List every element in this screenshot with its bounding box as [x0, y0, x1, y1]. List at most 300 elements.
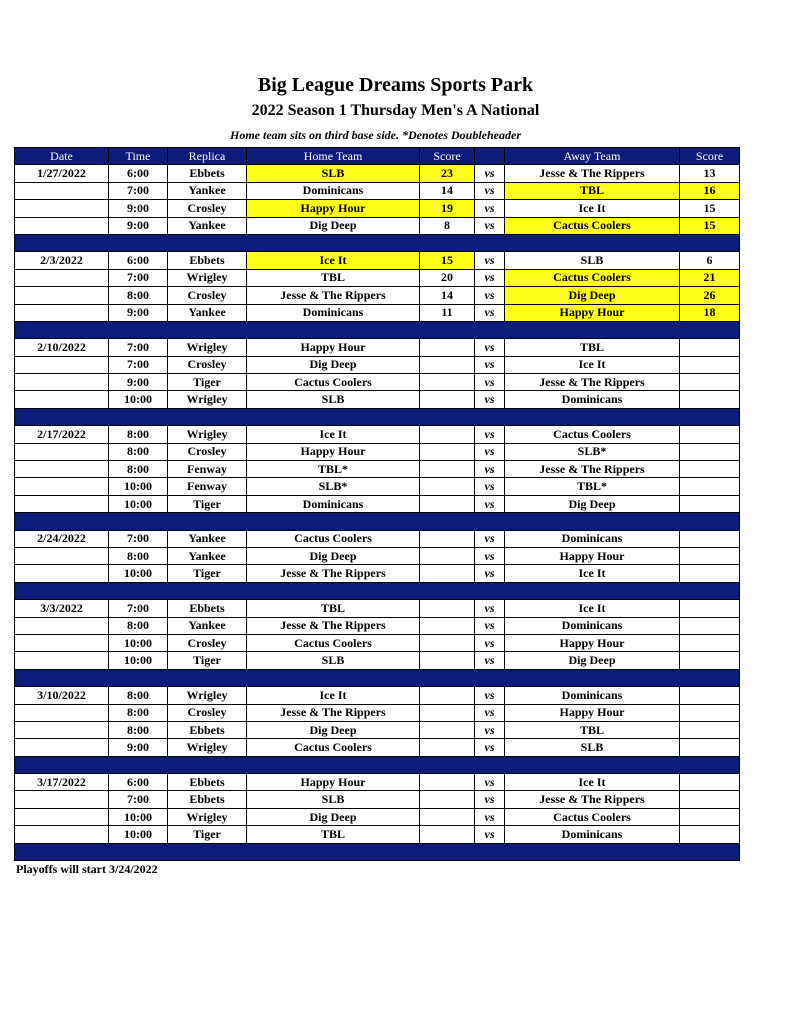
game-date: 1/27/2022: [15, 165, 109, 182]
away-score: [680, 704, 740, 721]
game-time: 9:00: [109, 739, 168, 756]
home-score: [420, 426, 475, 443]
game-row: [15, 252, 740, 269]
home-team: Cactus Coolers: [247, 530, 420, 547]
vs-label: vs: [475, 791, 505, 808]
game-replica: Yankee: [168, 182, 247, 199]
game-date: [15, 269, 109, 286]
vs-label: vs: [475, 721, 505, 738]
away-team: TBL*: [505, 478, 680, 495]
game-row: [15, 617, 740, 634]
game-date: [15, 391, 109, 408]
away-team: Cactus Coolers: [505, 426, 680, 443]
home-team: Happy Hour: [247, 200, 420, 217]
game-time: 7:00: [109, 339, 168, 356]
away-team: Happy Hour: [505, 634, 680, 651]
game-replica: Tiger: [168, 565, 247, 582]
home-score: [420, 652, 475, 669]
game-date: 2/24/2022: [15, 530, 109, 547]
game-time: 8:00: [109, 687, 168, 704]
game-time: 10:00: [109, 565, 168, 582]
game-date: [15, 495, 109, 512]
week-separator: [15, 513, 740, 530]
away-team: Happy Hour: [505, 704, 680, 721]
away-team: TBL: [505, 721, 680, 738]
vs-label: vs: [475, 774, 505, 791]
home-score: [420, 443, 475, 460]
away-score: [680, 374, 740, 391]
home-score: 23: [420, 165, 475, 182]
game-time: 10:00: [109, 634, 168, 651]
away-team: Jesse & The Rippers: [505, 165, 680, 182]
home-team: Dominicans: [247, 495, 420, 512]
game-replica: Crosley: [168, 704, 247, 721]
vs-label: vs: [475, 426, 505, 443]
home-team: TBL: [247, 600, 420, 617]
home-score: [420, 704, 475, 721]
game-replica: Wrigley: [168, 687, 247, 704]
page-subtitle: 2022 Season 1 Thursday Men's A National: [251, 102, 540, 119]
vs-label: vs: [475, 182, 505, 199]
away-team: Dig Deep: [505, 287, 680, 304]
game-date: [15, 200, 109, 217]
game-replica: Ebbets: [168, 791, 247, 808]
game-row: [15, 426, 740, 443]
game-time: 9:00: [109, 304, 168, 321]
game-date: 2/3/2022: [15, 252, 109, 269]
away-score: 18: [680, 304, 740, 321]
away-team: SLB: [505, 739, 680, 756]
home-score: [420, 547, 475, 564]
game-time: 9:00: [109, 217, 168, 234]
separator-bar: [15, 582, 740, 599]
vs-label: vs: [475, 252, 505, 269]
away-score: [680, 721, 740, 738]
away-score: 16: [680, 182, 740, 199]
game-replica: Tiger: [168, 495, 247, 512]
game-replica: Crosley: [168, 634, 247, 651]
vs-label: vs: [475, 652, 505, 669]
game-time: 8:00: [109, 426, 168, 443]
game-replica: Ebbets: [168, 774, 247, 791]
away-team: Jesse & The Rippers: [505, 791, 680, 808]
separator-bar: [15, 408, 740, 425]
game-replica: Yankee: [168, 547, 247, 564]
home-team: Ice It: [247, 687, 420, 704]
vs-label: vs: [475, 565, 505, 582]
away-team: Ice It: [505, 774, 680, 791]
game-row: [15, 808, 740, 825]
away-score: [680, 356, 740, 373]
game-row: [15, 461, 740, 478]
home-score: [420, 374, 475, 391]
home-team: SLB: [247, 791, 420, 808]
game-replica: Yankee: [168, 217, 247, 234]
game-row: [15, 443, 740, 460]
game-date: [15, 547, 109, 564]
game-replica: Crosley: [168, 356, 247, 373]
home-team: Dig Deep: [247, 217, 420, 234]
game-time: 6:00: [109, 252, 168, 269]
away-team: Happy Hour: [505, 547, 680, 564]
home-team: Cactus Coolers: [247, 374, 420, 391]
away-score: [680, 634, 740, 651]
away-score: [680, 774, 740, 791]
separator-bar: [15, 669, 740, 686]
game-time: 6:00: [109, 165, 168, 182]
home-team: Dominicans: [247, 182, 420, 199]
away-score: 15: [680, 217, 740, 234]
separator-bar: [15, 843, 740, 860]
game-time: 8:00: [109, 461, 168, 478]
home-score: [420, 739, 475, 756]
game-row: [15, 687, 740, 704]
game-replica: Tiger: [168, 652, 247, 669]
home-team: TBL: [247, 269, 420, 286]
home-team: SLB: [247, 391, 420, 408]
home-team: SLB: [247, 652, 420, 669]
vs-label: vs: [475, 617, 505, 634]
game-time: 9:00: [109, 200, 168, 217]
away-score: [680, 826, 740, 843]
game-replica: Wrigley: [168, 269, 247, 286]
away-team: Dominicans: [505, 687, 680, 704]
away-team: SLB: [505, 252, 680, 269]
vs-label: vs: [475, 461, 505, 478]
vs-label: vs: [475, 739, 505, 756]
game-replica: Fenway: [168, 478, 247, 495]
game-date: [15, 808, 109, 825]
home-score: [420, 687, 475, 704]
game-replica: Wrigley: [168, 808, 247, 825]
week-separator: [15, 234, 740, 251]
home-score: [420, 600, 475, 617]
game-time: 6:00: [109, 774, 168, 791]
home-score: [420, 530, 475, 547]
game-date: [15, 374, 109, 391]
game-row: [15, 774, 740, 791]
week-separator: [15, 582, 740, 599]
away-score: [680, 739, 740, 756]
game-date: [15, 704, 109, 721]
game-row: [15, 721, 740, 738]
vs-label: vs: [475, 165, 505, 182]
game-replica: Yankee: [168, 530, 247, 547]
game-row: [15, 217, 740, 234]
game-date: 2/17/2022: [15, 426, 109, 443]
home-score: [420, 391, 475, 408]
home-score: [420, 617, 475, 634]
vs-label: vs: [475, 547, 505, 564]
away-score: 15: [680, 200, 740, 217]
schedule-note: Home team sits on third base side. *Denotes Doubleheader: [230, 128, 521, 142]
game-row: [15, 339, 740, 356]
game-row: [15, 374, 740, 391]
away-score: [680, 547, 740, 564]
away-score: [680, 530, 740, 547]
game-date: [15, 478, 109, 495]
separator-bar: [15, 513, 740, 530]
home-team: Ice It: [247, 252, 420, 269]
vs-label: vs: [475, 530, 505, 547]
separator-bar: [15, 321, 740, 338]
game-replica: Wrigley: [168, 739, 247, 756]
home-team: Happy Hour: [247, 339, 420, 356]
game-row: [15, 530, 740, 547]
game-replica: Crosley: [168, 200, 247, 217]
game-replica: Tiger: [168, 826, 247, 843]
game-replica: Wrigley: [168, 426, 247, 443]
game-time: 7:00: [109, 600, 168, 617]
page-title: Big League Dreams Sports Park: [257, 74, 534, 96]
game-time: 8:00: [109, 287, 168, 304]
away-team: Dig Deep: [505, 652, 680, 669]
game-row: [15, 304, 740, 321]
game-row: [15, 652, 740, 669]
game-date: 3/10/2022: [15, 687, 109, 704]
home-team: Dig Deep: [247, 721, 420, 738]
game-date: [15, 304, 109, 321]
home-score: [420, 634, 475, 651]
game-time: 8:00: [109, 443, 168, 460]
vs-label: vs: [475, 339, 505, 356]
away-team: Dig Deep: [505, 495, 680, 512]
col-vs: [475, 148, 505, 165]
away-score: [680, 600, 740, 617]
vs-label: vs: [475, 634, 505, 651]
game-replica: Yankee: [168, 617, 247, 634]
away-team: SLB*: [505, 443, 680, 460]
home-team: Jesse & The Rippers: [247, 617, 420, 634]
game-row: [15, 634, 740, 651]
schedule-table: [14, 147, 740, 861]
away-team: Ice It: [505, 200, 680, 217]
home-team: Dominicans: [247, 304, 420, 321]
away-team: Ice It: [505, 356, 680, 373]
col-home-team: Home Team: [247, 148, 420, 165]
game-date: [15, 721, 109, 738]
away-team: Dominicans: [505, 391, 680, 408]
away-score: [680, 687, 740, 704]
separator-bar: [15, 756, 740, 773]
away-score: 21: [680, 269, 740, 286]
home-team: Jesse & The Rippers: [247, 287, 420, 304]
away-team: Dominicans: [505, 530, 680, 547]
away-score: 13: [680, 165, 740, 182]
game-row: [15, 287, 740, 304]
vs-label: vs: [475, 217, 505, 234]
home-score: 14: [420, 182, 475, 199]
game-date: [15, 617, 109, 634]
game-row: [15, 565, 740, 582]
away-score: [680, 617, 740, 634]
away-score: [680, 565, 740, 582]
away-team: TBL: [505, 182, 680, 199]
vs-label: vs: [475, 495, 505, 512]
game-date: [15, 791, 109, 808]
vs-label: vs: [475, 687, 505, 704]
home-team: Dig Deep: [247, 547, 420, 564]
game-row: [15, 826, 740, 843]
away-score: [680, 808, 740, 825]
vs-label: vs: [475, 443, 505, 460]
game-row: [15, 165, 740, 182]
home-team: Cactus Coolers: [247, 634, 420, 651]
home-team: Happy Hour: [247, 443, 420, 460]
game-replica: Ebbets: [168, 600, 247, 617]
vs-label: vs: [475, 391, 505, 408]
home-team: Happy Hour: [247, 774, 420, 791]
vs-label: vs: [475, 304, 505, 321]
home-score: [420, 356, 475, 373]
away-score: [680, 652, 740, 669]
game-time: 7:00: [109, 791, 168, 808]
home-team: Dig Deep: [247, 356, 420, 373]
game-date: [15, 217, 109, 234]
home-team: Ice It: [247, 426, 420, 443]
separator-bar: [15, 234, 740, 251]
game-row: [15, 547, 740, 564]
week-separator: [15, 843, 740, 860]
vs-label: vs: [475, 269, 505, 286]
game-row: [15, 704, 740, 721]
game-replica: Wrigley: [168, 339, 247, 356]
home-score: [420, 808, 475, 825]
game-time: 8:00: [109, 617, 168, 634]
col-away-team: Away Team: [505, 148, 680, 165]
home-score: [420, 495, 475, 512]
game-time: 8:00: [109, 704, 168, 721]
game-row: [15, 269, 740, 286]
home-score: [420, 461, 475, 478]
home-score: 11: [420, 304, 475, 321]
home-score: [420, 826, 475, 843]
away-score: [680, 391, 740, 408]
game-replica: Tiger: [168, 374, 247, 391]
away-team: Cactus Coolers: [505, 808, 680, 825]
game-time: 7:00: [109, 182, 168, 199]
game-date: [15, 443, 109, 460]
game-replica: Yankee: [168, 304, 247, 321]
game-row: [15, 478, 740, 495]
home-score: [420, 565, 475, 582]
vs-label: vs: [475, 374, 505, 391]
game-time: 7:00: [109, 269, 168, 286]
away-score: 26: [680, 287, 740, 304]
week-separator: [15, 669, 740, 686]
vs-label: vs: [475, 826, 505, 843]
away-score: [680, 461, 740, 478]
playoffs-note: Playoffs will start 3/24/2022: [16, 862, 158, 876]
game-replica: Crosley: [168, 443, 247, 460]
game-date: [15, 461, 109, 478]
away-team: Cactus Coolers: [505, 269, 680, 286]
away-score: [680, 791, 740, 808]
vs-label: vs: [475, 287, 505, 304]
week-separator: [15, 408, 740, 425]
game-row: [15, 391, 740, 408]
game-date: 2/10/2022: [15, 339, 109, 356]
home-team: TBL*: [247, 461, 420, 478]
game-time: 10:00: [109, 391, 168, 408]
vs-label: vs: [475, 356, 505, 373]
home-score: [420, 478, 475, 495]
game-date: [15, 565, 109, 582]
home-team: SLB: [247, 165, 420, 182]
game-date: [15, 634, 109, 651]
home-team: Jesse & The Rippers: [247, 704, 420, 721]
game-date: [15, 287, 109, 304]
vs-label: vs: [475, 704, 505, 721]
col-date: Date: [15, 148, 109, 165]
away-team: Ice It: [505, 600, 680, 617]
game-row: [15, 495, 740, 512]
game-time: 7:00: [109, 530, 168, 547]
away-team: Dominicans: [505, 617, 680, 634]
home-team: SLB*: [247, 478, 420, 495]
game-date: [15, 356, 109, 373]
week-separator: [15, 321, 740, 338]
game-time: 8:00: [109, 721, 168, 738]
vs-label: vs: [475, 600, 505, 617]
vs-label: vs: [475, 808, 505, 825]
away-score: [680, 443, 740, 460]
home-score: [420, 339, 475, 356]
home-score: 20: [420, 269, 475, 286]
game-time: 9:00: [109, 374, 168, 391]
home-score: 8: [420, 217, 475, 234]
game-date: 3/17/2022: [15, 774, 109, 791]
vs-label: vs: [475, 478, 505, 495]
game-time: 8:00: [109, 547, 168, 564]
away-score: 6: [680, 252, 740, 269]
away-score: [680, 495, 740, 512]
game-replica: Crosley: [168, 287, 247, 304]
game-replica: Ebbets: [168, 721, 247, 738]
vs-label: vs: [475, 200, 505, 217]
game-replica: Ebbets: [168, 165, 247, 182]
away-team: Jesse & The Rippers: [505, 374, 680, 391]
game-time: 10:00: [109, 826, 168, 843]
game-date: [15, 739, 109, 756]
game-date: [15, 182, 109, 199]
away-score: [680, 478, 740, 495]
col-away-score: Score: [680, 148, 740, 165]
away-team: Happy Hour: [505, 304, 680, 321]
game-replica: Fenway: [168, 461, 247, 478]
game-time: 10:00: [109, 652, 168, 669]
home-score: [420, 721, 475, 738]
game-replica: Ebbets: [168, 252, 247, 269]
away-score: [680, 339, 740, 356]
game-time: 10:00: [109, 478, 168, 495]
game-row: [15, 356, 740, 373]
home-score: 14: [420, 287, 475, 304]
away-team: Jesse & The Rippers: [505, 461, 680, 478]
week-separator: [15, 756, 740, 773]
away-score: [680, 426, 740, 443]
col-home-score: Score: [420, 148, 475, 165]
home-score: 15: [420, 252, 475, 269]
home-team: Cactus Coolers: [247, 739, 420, 756]
away-team: Cactus Coolers: [505, 217, 680, 234]
game-time: 10:00: [109, 808, 168, 825]
game-date: 3/3/2022: [15, 600, 109, 617]
game-row: [15, 600, 740, 617]
col-time: Time: [109, 148, 168, 165]
home-score: [420, 774, 475, 791]
game-time: 10:00: [109, 495, 168, 512]
